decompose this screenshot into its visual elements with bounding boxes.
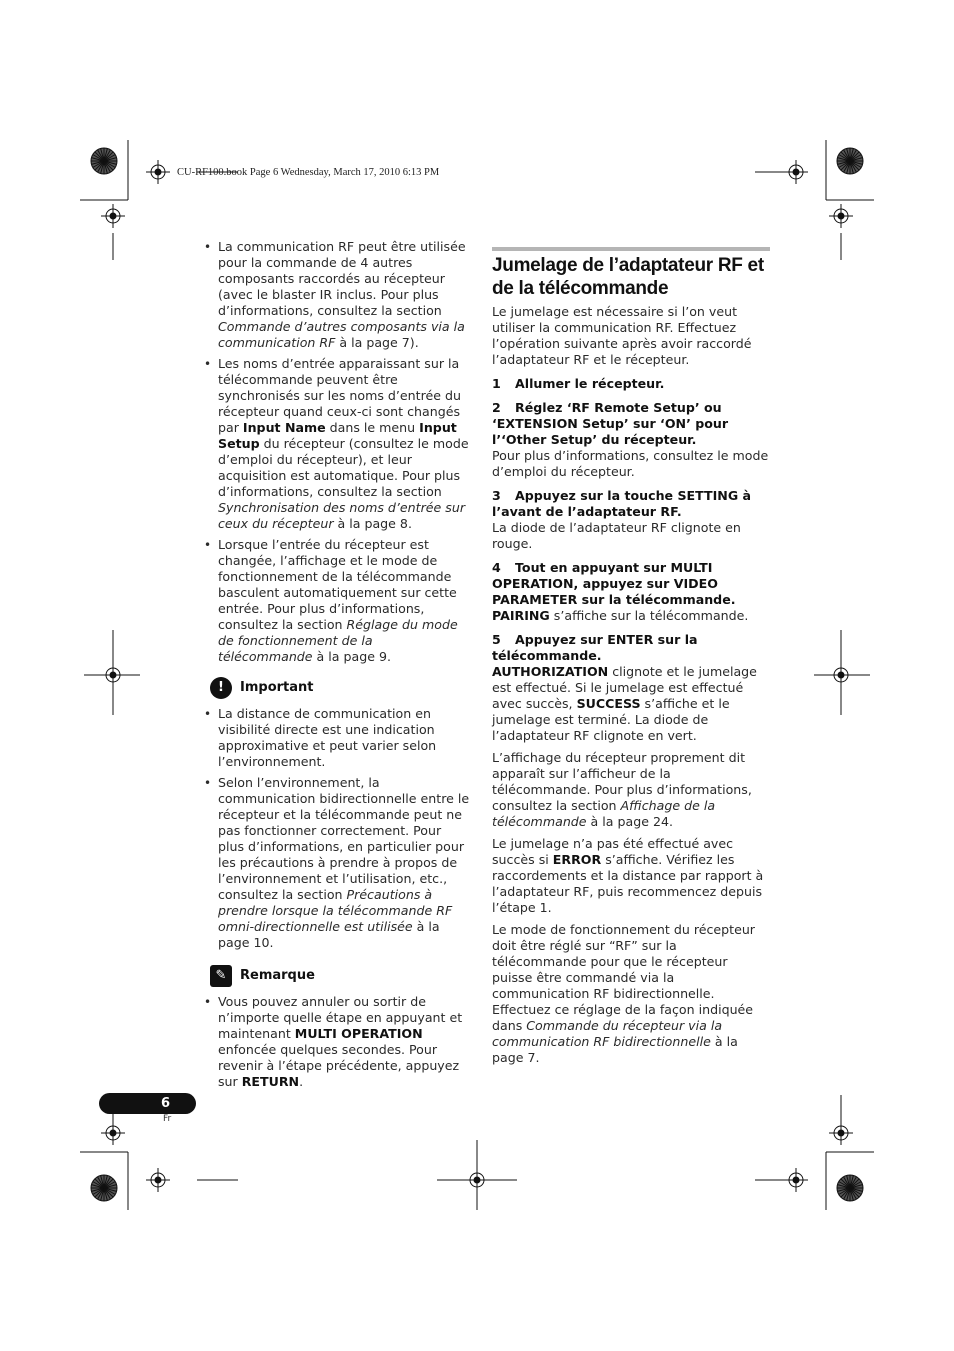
text-run: Le jumelage n’a pas été effectué avec succès si: [492, 836, 734, 867]
step-heading: [492, 560, 770, 608]
text-run: s’affiche. Vérifiez les raccordements et la distance par rapport à l’adaptateur RF, puis recommencez depuis l’étape 1.: [492, 852, 764, 915]
text-run: à la page 7.: [492, 1034, 738, 1065]
step-heading: [492, 376, 770, 392]
step-number: 2: [492, 400, 501, 415]
bullet-item: [204, 356, 470, 532]
bold-term: PAIRING: [492, 608, 550, 623]
step-heading-text: Appuyez sur ENTER sur la télécommande.: [492, 632, 698, 663]
step-heading-text: Appuyez sur la touche SETTING à l’avant de l’adaptateur RF.: [492, 488, 752, 519]
section-divider: [492, 247, 770, 251]
text-run: à la page 9.: [312, 649, 391, 664]
bullet-item: [204, 706, 470, 770]
text-run: La diode de l’adaptateur RF clignote en rouge.: [492, 520, 741, 551]
reference-text: Affichage de la télécommande: [492, 798, 716, 829]
text-run: Lorsque l’entrée du récepteur est changée, l’affichage et le mode de fonctionnement de la télécommande basculent automatiquement sur cette entrée. Pour plus d’informations, consultez la section: [218, 537, 457, 632]
remarque-title: Remarque: [240, 968, 315, 983]
print-header: CU-RF100.book Page 6 Wednesday, March 17, 2010 6:13 PM: [177, 167, 440, 178]
text-run: à la page 8.: [333, 516, 412, 531]
step-number: 5: [492, 632, 501, 647]
text-run: .: [299, 1074, 304, 1089]
bold-term: AUTHORIZATION: [492, 664, 609, 679]
exclamation-icon: !: [210, 677, 232, 699]
text-run: Pour plus d’informations, consultez le mode d’emploi du récepteur.: [492, 448, 769, 479]
text-run: s’affiche sur la télécommande.: [549, 608, 749, 623]
bullet-item: [204, 239, 470, 351]
step-4: [492, 560, 770, 624]
bullet-item: [204, 537, 470, 665]
bullet-item: [204, 775, 470, 951]
step-paragraph: [492, 608, 770, 624]
pencil-note-icon: ✎: [210, 965, 232, 987]
text-run: du récepteur (consultez le mode d’emploi du récepteur), et leur acquisition est automatique. Pour plus d’informations, consultez la section: [218, 436, 469, 499]
reference-text: Commande d’autres composants via la communication RF: [218, 319, 465, 350]
text-run: La communication RF peut être utilisée pour la commande de 4 autres composants raccordés au récepteur (avec le blaster IR inclus. Pour plus d’informations, consultez la section: [218, 239, 466, 318]
important-title: Important: [240, 680, 314, 695]
text-run: à la page 7).: [335, 335, 419, 350]
bold-term: RETURN: [241, 1074, 300, 1089]
reference-text: Synchronisation des noms d’entrée sur ceux du récepteur: [218, 500, 465, 531]
page-language: Fr: [163, 1114, 172, 1124]
text-run: clignote et le jumelage est effectué. Si le jumelage est effectué avec succès,: [492, 664, 757, 711]
page-number-badge: [99, 1093, 196, 1114]
step-number: 3: [492, 488, 501, 503]
important-bullet-list: [204, 706, 470, 951]
step-heading-text: Tout en appuyant sur MULTI OPERATION, appuyez sur VIDEO PARAMETER sur la télécommande.: [492, 560, 736, 607]
step-2: [492, 400, 770, 480]
text-run: à la page 10.: [218, 919, 440, 950]
step-heading: [492, 400, 770, 448]
left-bullet-list: [204, 239, 470, 665]
step-5: [492, 632, 770, 1066]
step-heading: [492, 632, 770, 664]
remarque-heading: [210, 965, 470, 987]
text-run: s’affiche et le jumelage est terminé. La diode de l’adaptateur RF clignote en vert.: [492, 696, 730, 743]
page-number: 6: [160, 1096, 170, 1111]
step-heading-text: Allumer le récepteur.: [515, 376, 665, 391]
bold-term: Input Setup: [218, 420, 457, 451]
bullet-item: [204, 994, 470, 1090]
step-number: 1: [492, 376, 501, 391]
text-run: L’affichage du récepteur proprement dit apparaît sur l’afficheur de la télécommande. Pour plus d’informations, consultez la section: [492, 750, 752, 813]
text-run: La distance de communication en visibilité directe est une indication approximative et peut varier selon l’environnement.: [218, 706, 437, 769]
steps-list: [492, 376, 770, 1066]
section-intro: Le jumelage est nécessaire si l’on veut utiliser la communication RF. Effectuez l’opération suivante après avoir raccordé l’adaptateur RF et le récepteur.: [492, 304, 752, 367]
bold-term: MULTI OPERATION: [294, 1026, 423, 1041]
section-title: Jumelage de l’adaptateur RF et de la télécommande: [492, 255, 764, 299]
reference-text: Réglage du mode de fonctionnement de la télécommande: [218, 617, 458, 664]
bold-term: SUCCESS: [576, 696, 641, 711]
reference-text: Commande du récepteur via la communication RF bidirectionnelle: [492, 1018, 723, 1049]
bold-term: Input Name: [242, 420, 326, 435]
step-paragraph: [492, 836, 770, 916]
remarque-bullet-list: [204, 994, 470, 1090]
step-paragraph: [492, 664, 770, 744]
left-column: [204, 239, 470, 1095]
step-number: 4: [492, 560, 501, 575]
step-heading: [492, 488, 770, 520]
reference-text: Précautions à prendre lorsque la télécommande RF omni-directionnelle est utilisée: [218, 887, 453, 934]
step-3: [492, 488, 770, 552]
right-column: [492, 247, 770, 1072]
step-paragraph: [492, 520, 770, 552]
step-1: [492, 376, 770, 392]
step-heading-text: Réglez ‘RF Remote Setup’ ou ‘EXTENSION Setup’ sur ‘ON’ pour l’‘Other Setup’ du récepteur.: [492, 400, 729, 447]
text-run: enfoncée quelques secondes. Pour revenir à l’étape précédente, appuyez sur: [218, 1042, 460, 1089]
step-paragraph: [492, 448, 770, 480]
step-paragraph: [492, 922, 770, 1066]
text-run: Le mode de fonctionnement du récepteur doit être réglé sur “RF” sur la télécommande pour que le récepteur puisse être commandé via la communication RF bidirectionnelle. Effectuez ce réglage de la façon indiquée dans: [492, 922, 755, 1033]
text-run: à la page 24.: [586, 814, 673, 829]
text-run: dans le menu: [325, 420, 420, 435]
text-run: Selon l’environnement, la communication bidirectionnelle entre le récepteur et la télécommande peut ne pas fonctionner correctement. Pour plus d’informations, en particulier pour les précautions à prendre à propos de l’environnement et l’utilisation, etc., consultez la section: [218, 775, 470, 902]
text-run: Les noms d’entrée apparaissant sur la télécommande peuvent être synchronisés sur les noms d’entrée du récepteur quand ceux-ci sont changés par: [218, 356, 461, 435]
text-run: Vous pouvez annuler ou sortir de n’importe quelle étape en appuyant et maintenant: [218, 994, 463, 1041]
step-paragraph: [492, 750, 770, 830]
important-heading: [210, 677, 470, 699]
bold-term: ERROR: [552, 852, 602, 867]
